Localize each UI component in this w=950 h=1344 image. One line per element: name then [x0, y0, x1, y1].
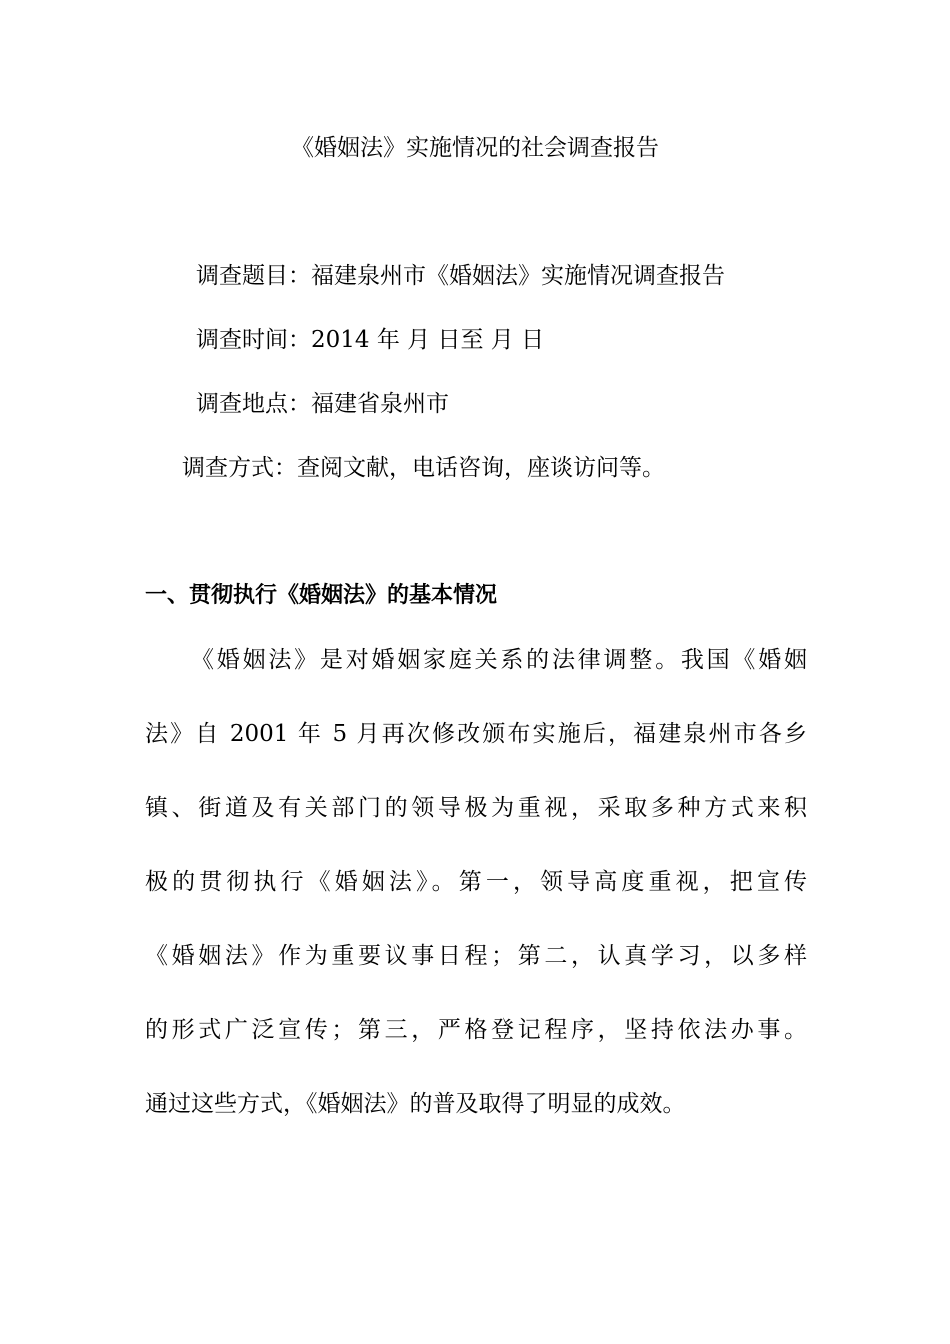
paragraph-line: 极的贯彻执行《婚姻法》。第一，领导高度重视，把宣传: [145, 869, 807, 895]
survey-method: 调查方式：查阅文献，电话咨询，座谈访问等。: [182, 455, 665, 481]
paragraph-line: 法》自 2001 年 5 月再次修改颁布实施后，福建泉州市各乡: [145, 721, 807, 747]
document-title: 《婚姻法》实施情况的社会调查报告: [291, 135, 659, 161]
survey-place: 调查地点：福建省泉州市: [196, 391, 449, 417]
paragraph-line: 通过这些方式，《婚姻法》的普及取得了明显的成效。: [145, 1091, 686, 1117]
section-heading: 一、贯彻执行《婚姻法》的基本情况: [145, 583, 498, 608]
survey-subject: 调查题目：福建泉州市《婚姻法》实施情况调查报告: [196, 263, 725, 289]
survey-time: 调查时间：2014 年 月 日至 月 日: [196, 327, 545, 353]
paragraph-line: 《婚姻法》是对婚姻家庭关系的法律调整。我国《婚姻: [191, 647, 807, 673]
paragraph-line: 《婚姻法》作为重要议事日程；第二，认真学习，以多样: [145, 943, 807, 969]
paragraph-line: 镇、街道及有关部门的领导极为重视，采取多种方式来积: [145, 795, 807, 821]
paragraph-line: 的形式广泛宣传；第三，严格登记程序，坚持依法办事。: [145, 1017, 807, 1043]
